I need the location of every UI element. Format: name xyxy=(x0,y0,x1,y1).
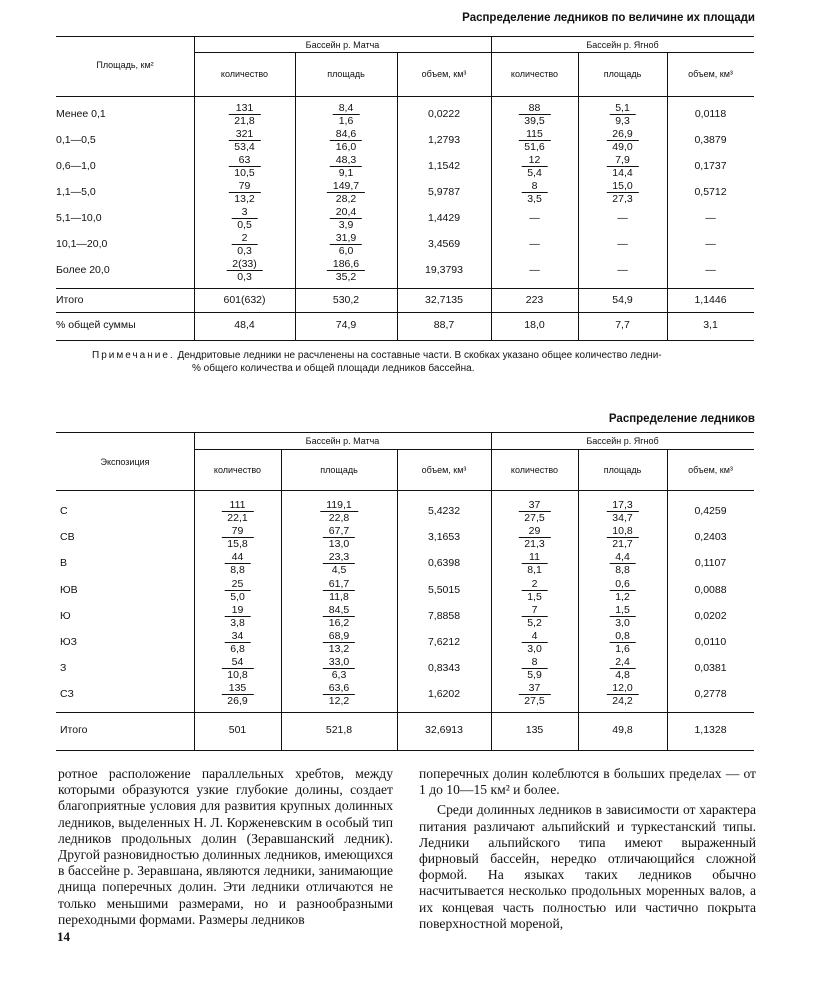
fraction-cell xyxy=(609,630,636,655)
table-cell: — xyxy=(617,238,628,250)
table2-bottom-rule xyxy=(56,750,754,751)
fraction-denominator: 35,2 xyxy=(335,271,357,283)
fraction-denominator: 6,3 xyxy=(331,669,347,682)
table-cell: 0,0088 xyxy=(694,583,727,596)
fraction-numerator: 67,7 xyxy=(323,525,355,538)
fraction-cell xyxy=(606,180,638,205)
fraction-numerator: 8 xyxy=(521,656,548,669)
table1-title: Распределение ледников по величине их площади xyxy=(462,12,755,24)
fraction-numerator: 3 xyxy=(231,206,258,219)
table1-col-header: площадь xyxy=(603,69,642,79)
fraction-numerator: 149,7 xyxy=(327,180,365,193)
table2-total-cell: 135 xyxy=(525,724,544,736)
fraction-cell xyxy=(606,499,638,524)
table1-percent-cell: 88,7 xyxy=(433,319,455,331)
fraction-cell xyxy=(226,258,263,283)
row-label: 1,1—5,0 xyxy=(56,186,96,198)
fraction-denominator: 21,8 xyxy=(234,115,255,127)
table-cell: 0,1737 xyxy=(694,160,727,172)
table2-vrule xyxy=(281,449,282,750)
fraction-numerator: 68,9 xyxy=(323,630,355,643)
table-cell: — xyxy=(529,264,540,276)
table-cell: 3,1653 xyxy=(427,531,461,544)
row-label: СВ xyxy=(60,531,75,544)
table-cell: 7,6212 xyxy=(427,636,461,648)
fraction-numerator: 17,3 xyxy=(606,499,638,512)
table-cell: — xyxy=(529,212,540,224)
fraction-cell xyxy=(330,154,362,179)
table1-basin-matcha: Бассейн р. Матча xyxy=(305,40,380,50)
fraction-numerator: 2(33) xyxy=(226,258,263,271)
fraction-cell xyxy=(609,551,636,576)
table-cell: 1,2793 xyxy=(427,134,461,146)
fraction-denominator: 5,2 xyxy=(527,616,542,629)
table2-basin-rule xyxy=(194,449,754,450)
body-left-column xyxy=(58,766,393,928)
note-line2: % общего количества и общей площади ледников бассейна. xyxy=(192,363,475,374)
fraction-numerator: 119,1 xyxy=(320,499,358,512)
fraction-numerator: 4 xyxy=(521,630,548,643)
fraction-numerator: 61,7 xyxy=(323,578,355,591)
table1-percent-cell: 48,4 xyxy=(234,319,255,331)
table-cell: 0,0381 xyxy=(694,662,727,675)
table-cell: 0,2403 xyxy=(694,531,727,544)
table2-vrule xyxy=(194,432,195,750)
fraction-denominator: 1,6 xyxy=(338,115,354,127)
fraction-denominator: 1,5 xyxy=(527,590,542,603)
table2-col-header: площадь xyxy=(603,465,642,475)
fraction-denominator: 0,3 xyxy=(237,245,252,257)
table-cell: 0,0222 xyxy=(427,108,461,120)
fraction-denominator: 34,7 xyxy=(612,512,633,524)
table1-percent-cell: 74,9 xyxy=(335,319,357,331)
table1-total-rule xyxy=(56,288,754,289)
fraction-cell xyxy=(224,604,251,629)
fraction-numerator: 111 xyxy=(221,499,253,512)
table2-vrule xyxy=(491,432,492,750)
fraction-cell xyxy=(518,128,550,153)
fraction-denominator: 12,2 xyxy=(328,695,350,708)
fraction-cell xyxy=(224,630,251,655)
fraction-denominator: 8,8 xyxy=(615,564,630,577)
table1-header-rule xyxy=(56,96,754,97)
fraction-cell xyxy=(609,578,636,603)
table2-total-cell: 1,1328 xyxy=(694,724,727,736)
fraction-denominator: 10,8 xyxy=(227,669,248,682)
fraction-numerator: 2 xyxy=(231,232,258,245)
fraction-numerator: 1,5 xyxy=(609,604,636,617)
body-right-paragraph-2: Среди долинных ледников в зависимости от характера питания различают альпийский и туркестанский типы. Ледники альпийского типа имеют выраженный фирновый бассейн, нередко отличающийся сложной формой. На языках таких ледников обычно насчитывается несколько продольных моренных валов, а их концевая часть полностью или частично покрыта поверхностной мореной, xyxy=(419,802,756,931)
table-cell: 0,5712 xyxy=(694,186,727,198)
fraction-cell xyxy=(323,656,355,681)
fraction-denominator: 26,9 xyxy=(227,695,248,708)
fraction-denominator: 27,5 xyxy=(524,512,545,524)
fraction-cell xyxy=(323,604,355,629)
fraction-numerator: 48,3 xyxy=(330,154,362,167)
fraction-numerator: 186,6 xyxy=(327,258,365,271)
fraction-denominator: 9,3 xyxy=(615,115,630,127)
fraction-cell xyxy=(521,551,548,576)
table-cell: — xyxy=(617,212,628,224)
table-cell: 5,9787 xyxy=(427,186,461,198)
table1-note xyxy=(92,349,782,375)
table2-header-rule xyxy=(56,490,754,491)
table1-col-header: объем, км³ xyxy=(421,69,467,79)
fraction-numerator: 54 xyxy=(221,656,253,669)
fraction-numerator: 7 xyxy=(521,604,548,617)
fraction-cell xyxy=(221,499,253,524)
fraction-denominator: 22,8 xyxy=(328,512,350,524)
page-number: 14 xyxy=(57,929,70,944)
fraction-cell xyxy=(518,499,550,524)
row-label: В xyxy=(60,557,68,570)
table2-vrule xyxy=(397,449,398,750)
fraction-numerator: 84,5 xyxy=(323,604,355,617)
fraction-numerator: 63 xyxy=(228,154,260,167)
fraction-denominator: 39,5 xyxy=(524,115,545,127)
fraction-cell xyxy=(609,604,636,629)
fraction-denominator: 3,8 xyxy=(230,616,245,629)
fraction-cell xyxy=(231,232,258,257)
fraction-numerator: 12 xyxy=(521,154,548,167)
fraction-numerator: 2,4 xyxy=(609,656,636,669)
fraction-denominator: 0,3 xyxy=(237,271,252,283)
fraction-numerator: 88 xyxy=(518,102,550,115)
fraction-cell xyxy=(221,525,253,550)
row-label: Менее 0,1 xyxy=(56,108,106,120)
fraction-cell xyxy=(609,656,636,681)
fraction-cell xyxy=(228,180,260,205)
table1-top-rule xyxy=(56,36,754,37)
fraction-denominator: 28,2 xyxy=(335,193,357,205)
fraction-numerator: 8,4 xyxy=(333,102,360,115)
fraction-denominator: 5,9 xyxy=(527,669,542,682)
row-label: С xyxy=(60,505,68,517)
fraction-numerator: 37 xyxy=(518,499,550,512)
table2-total-cell: 32,6913 xyxy=(425,724,463,736)
table2-title: Распределение ледников xyxy=(608,413,755,425)
table1-percent-label: % общей суммы xyxy=(56,319,136,331)
table-cell: 0,6398 xyxy=(427,557,461,570)
fraction-cell xyxy=(231,206,258,231)
fraction-denominator: 15,8 xyxy=(227,538,248,551)
fraction-numerator: 4,4 xyxy=(609,551,636,564)
table2-total-rule xyxy=(56,712,754,713)
row-label: 5,1—10,0 xyxy=(56,212,102,224)
fraction-numerator: 8 xyxy=(521,180,548,193)
table-cell: 19,3793 xyxy=(425,264,463,276)
table2-basin-yagnob: Бассейн р. Ягноб xyxy=(586,436,659,446)
fraction-denominator: 6,0 xyxy=(338,245,354,257)
table1-col-header: площадь xyxy=(327,69,365,79)
fraction-numerator: 26,9 xyxy=(606,128,638,141)
row-label: ЮВ xyxy=(60,583,78,596)
table1-total-cell: 601(632) xyxy=(223,294,266,306)
fraction-denominator: 3,9 xyxy=(338,219,354,231)
fraction-cell xyxy=(327,180,365,205)
fraction-denominator: 51,6 xyxy=(524,141,545,153)
table-cell: 5,4232 xyxy=(427,505,461,517)
table1-basin-rule xyxy=(194,52,754,53)
fraction-numerator: 115 xyxy=(518,128,550,141)
fraction-denominator: 0,5 xyxy=(237,219,252,231)
fraction-numerator: 15,0 xyxy=(606,180,638,193)
fraction-numerator: 33,0 xyxy=(323,656,355,669)
fraction-cell xyxy=(606,682,638,707)
table2-col-header: площадь xyxy=(320,465,358,475)
body-right-column xyxy=(419,766,756,932)
table2-total-cell: 501 xyxy=(228,724,247,736)
fraction-denominator: 27,5 xyxy=(524,695,545,708)
note-line1: Дендритовые ледники не расчленены на составные части. В скобках указано общее количество ледни- xyxy=(177,350,662,361)
note-prefix: Примечание. xyxy=(92,350,175,361)
fraction-cell xyxy=(228,128,260,153)
table-cell: — xyxy=(705,212,716,224)
fraction-numerator: 11 xyxy=(521,551,548,564)
table2-col-header: количество xyxy=(510,465,559,475)
fraction-denominator: 3,0 xyxy=(615,616,630,629)
fraction-denominator: 16,2 xyxy=(328,616,350,629)
fraction-numerator: 5,1 xyxy=(609,102,636,115)
fraction-numerator: 29 xyxy=(518,525,550,538)
body-left-paragraph: ротное расположение параллельных хребтов, между которыми образуются узкие глубокие долины, создает благоприятные условия для развития крупных долинных ледников, выделенных Н. Л. Корженевским в особый тип ледников продольных долин (Зеравшанский ледник). Другой разновидностью долинных ледников, имеющихся в бассейне р. Зеравшана, являются ледники, занимающие днища поперечных долин. Эти ледники отличаются не только меньшими размерами, но и разнообразными переходными формами. Размеры ледников xyxy=(58,766,393,927)
table-cell: 0,0110 xyxy=(694,636,727,648)
table1-total-cell: 32,7135 xyxy=(425,294,463,306)
fraction-denominator: 13,0 xyxy=(328,538,350,551)
fraction-cell xyxy=(330,232,362,257)
fraction-cell xyxy=(224,551,251,576)
table-cell: 0,3879 xyxy=(694,134,727,146)
fraction-numerator: 31,9 xyxy=(330,232,362,245)
body-right-paragraph-1: поперечных долин колеблются в больших пределах — от 1 до 10—15 км² и более. xyxy=(419,766,756,798)
fraction-cell xyxy=(521,154,548,179)
table-cell: 0,0202 xyxy=(694,609,727,622)
table2-vrule xyxy=(667,449,668,750)
table-cell: 1,1542 xyxy=(427,160,461,172)
fraction-cell xyxy=(323,630,355,655)
fraction-cell xyxy=(224,578,251,603)
fraction-cell xyxy=(320,499,358,524)
fraction-cell xyxy=(221,682,253,707)
fraction-cell xyxy=(333,102,360,127)
fraction-denominator: 21,7 xyxy=(612,538,633,551)
fraction-denominator: 8,8 xyxy=(230,564,245,577)
fraction-denominator: 8,1 xyxy=(527,564,542,577)
table-cell: 0,1107 xyxy=(694,557,727,570)
table-cell: 1,6202 xyxy=(427,688,461,701)
table2-total-cell: 49,8 xyxy=(612,724,633,736)
table2-basin-matcha: Бассейн р. Матча xyxy=(305,436,380,446)
table-cell: — xyxy=(617,264,628,276)
row-label: 10,1—20,0 xyxy=(56,238,108,250)
fraction-numerator: 63,6 xyxy=(323,682,355,695)
row-label: ЮЗ xyxy=(60,636,77,648)
fraction-cell xyxy=(518,102,550,127)
table1-bottom-rule xyxy=(56,340,754,341)
row-label: СЗ xyxy=(60,688,74,701)
fraction-numerator: 131 xyxy=(228,102,260,115)
fraction-denominator: 13,2 xyxy=(328,643,350,655)
table1-percent-rule xyxy=(56,312,754,313)
fraction-numerator: 34 xyxy=(224,630,251,643)
table1-percent-cell: 3,1 xyxy=(703,319,718,331)
row-label: Ю xyxy=(60,609,71,622)
fraction-denominator: 9,1 xyxy=(338,167,354,179)
fraction-numerator: 0,6 xyxy=(609,578,636,591)
fraction-denominator: 22,1 xyxy=(227,512,248,524)
table-cell: 7,8858 xyxy=(427,609,461,622)
fraction-numerator: 79 xyxy=(221,525,253,538)
fraction-cell xyxy=(327,258,365,283)
row-label: Более 20,0 xyxy=(56,264,110,276)
fraction-denominator: 53,4 xyxy=(234,141,255,153)
fraction-numerator: 20,4 xyxy=(330,206,362,219)
table1-col-header: объем, км³ xyxy=(688,69,733,79)
table2-col-header: объем, км³ xyxy=(688,465,733,475)
fraction-numerator: 25 xyxy=(224,578,251,591)
table1-col-header: количество xyxy=(510,69,559,79)
table1-row-header: Площадь, км² xyxy=(96,60,154,70)
table1-total-cell: 1,1446 xyxy=(694,294,727,306)
table1-col-header: количество xyxy=(220,69,269,79)
table-cell: 0,8343 xyxy=(427,662,461,675)
fraction-denominator: 10,5 xyxy=(234,167,255,179)
fraction-cell xyxy=(521,578,548,603)
table-cell: 0,2778 xyxy=(694,688,727,701)
table-cell: 0,0118 xyxy=(694,108,727,120)
fraction-cell xyxy=(521,656,548,681)
table1-total-cell: 530,2 xyxy=(332,294,360,306)
fraction-denominator: 24,2 xyxy=(612,695,633,708)
fraction-numerator: 44 xyxy=(224,551,251,564)
table-cell: 1,4429 xyxy=(427,212,461,224)
fraction-cell xyxy=(228,154,260,179)
table1-percent-cell: 18,0 xyxy=(524,319,545,331)
fraction-cell xyxy=(606,525,638,550)
table2-col-header: количество xyxy=(213,465,262,475)
table2-row-header: Экспозиция xyxy=(100,457,150,467)
fraction-denominator: 49,0 xyxy=(612,141,633,153)
fraction-denominator: 11,8 xyxy=(329,590,349,603)
fraction-cell xyxy=(330,206,362,231)
table1-total-cell: 223 xyxy=(525,294,544,306)
fraction-denominator: 13,2 xyxy=(234,193,255,205)
fraction-cell xyxy=(609,102,636,127)
table-cell: 0,4259 xyxy=(694,505,727,517)
row-label: 0,1—0,5 xyxy=(56,134,96,146)
fraction-cell xyxy=(228,102,260,127)
fraction-numerator: 10,8 xyxy=(606,525,638,538)
fraction-cell xyxy=(323,578,355,603)
fraction-cell xyxy=(330,128,362,153)
row-label: З xyxy=(60,662,67,675)
fraction-numerator: 321 xyxy=(228,128,260,141)
fraction-cell xyxy=(606,154,638,179)
table-cell: — xyxy=(705,264,716,276)
table-cell: 3,4569 xyxy=(427,238,461,250)
fraction-denominator: 5,4 xyxy=(527,167,542,179)
table-cell: 5,5015 xyxy=(427,583,461,596)
fraction-numerator: 7,9 xyxy=(606,154,638,167)
table1-total-cell: 54,9 xyxy=(612,294,633,306)
fraction-numerator: 84,6 xyxy=(330,128,362,141)
fraction-denominator: 4,5 xyxy=(331,564,347,577)
fraction-cell xyxy=(521,180,548,205)
table2-col-header: объем, км³ xyxy=(421,465,467,475)
fraction-denominator: 21,3 xyxy=(524,538,545,551)
fraction-cell xyxy=(606,128,638,153)
fraction-numerator: 19 xyxy=(224,604,251,617)
fraction-denominator: 27,3 xyxy=(612,193,633,205)
fraction-denominator: 1,2 xyxy=(615,590,630,603)
fraction-numerator: 135 xyxy=(221,682,253,695)
fraction-denominator: 1,6 xyxy=(615,643,630,655)
table-cell: — xyxy=(705,238,716,250)
fraction-numerator: 0,8 xyxy=(609,630,636,643)
fraction-cell xyxy=(518,525,550,550)
table2-total-label: Итого xyxy=(60,724,88,736)
fraction-denominator: 6,8 xyxy=(230,643,245,655)
fraction-cell xyxy=(521,604,548,629)
fraction-cell xyxy=(323,525,355,550)
fraction-denominator: 5,0 xyxy=(230,590,245,603)
table-cell: — xyxy=(529,238,540,250)
table2-total-cell: 521,8 xyxy=(325,724,353,736)
table2-vrule xyxy=(578,449,579,750)
fraction-cell xyxy=(521,630,548,655)
fraction-denominator: 14,4 xyxy=(612,167,633,179)
fraction-numerator: 12,0 xyxy=(606,682,638,695)
fraction-cell xyxy=(221,656,253,681)
fraction-cell xyxy=(323,551,355,576)
fraction-denominator: 16,0 xyxy=(335,141,357,153)
table2-top-rule xyxy=(56,432,754,433)
table1-total-label: Итого xyxy=(56,294,84,306)
fraction-denominator: 4,8 xyxy=(615,669,630,682)
table1-percent-cell: 7,7 xyxy=(615,319,630,331)
fraction-denominator: 3,0 xyxy=(527,643,542,655)
table1-basin-yagnob: Бассейн р. Ягноб xyxy=(586,40,659,50)
fraction-numerator: 79 xyxy=(228,180,260,193)
row-label: 0,6—1,0 xyxy=(56,160,96,172)
fraction-numerator: 23,3 xyxy=(323,551,355,564)
fraction-denominator: 3,5 xyxy=(527,193,542,205)
fraction-numerator: 37 xyxy=(518,682,550,695)
fraction-numerator: 2 xyxy=(521,578,548,591)
fraction-cell xyxy=(323,682,355,707)
fraction-cell xyxy=(518,682,550,707)
